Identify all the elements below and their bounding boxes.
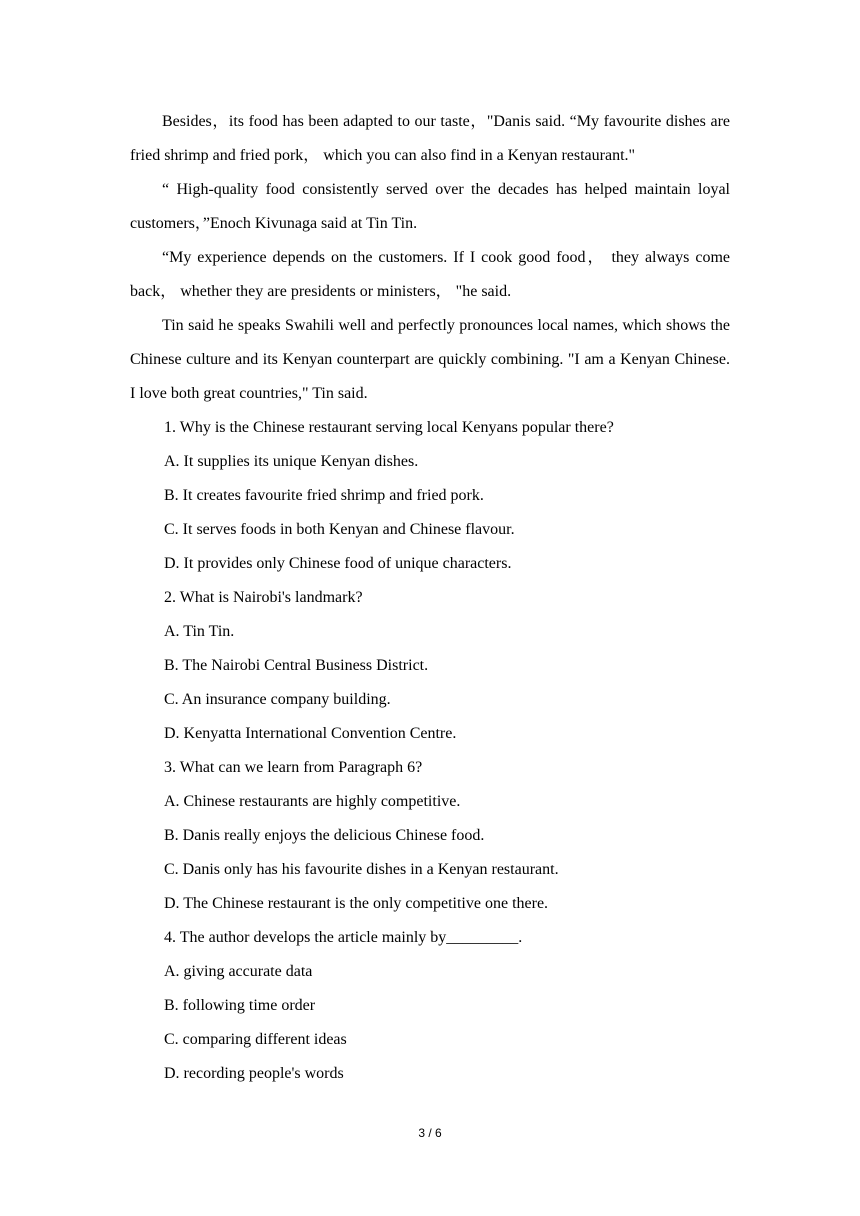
answer-option: C. It serves foods in both Kenyan and Chinese flavour. [164, 521, 515, 538]
answer-option: A. It supplies its unique Kenyan dishes. [164, 453, 419, 470]
question-2 [130, 581, 730, 751]
answer-option: A. Tin Tin. [164, 623, 235, 640]
question-stem: 1. Why is the Chinese restaurant serving local Kenyans popular there? [164, 419, 614, 436]
page-number: 3 / 6 [418, 1126, 442, 1140]
answer-option: B. following time order [164, 997, 316, 1014]
page-content [130, 105, 730, 1091]
paragraph: Tin said he speaks Swahili well and perfectly pronounces local names, which shows the Chinese culture and its Kenyan counterpart are quickly combining. "I am a Kenyan Chinese. I love both great countries," Tin said. [130, 317, 730, 402]
answer-option: A. giving accurate data [164, 963, 313, 980]
answer-option: D. recording people's words [164, 1065, 344, 1082]
question-1 [130, 411, 730, 581]
answer-option: A. Chinese restaurants are highly competitive. [164, 793, 461, 810]
answer-option: B. Danis really enjoys the delicious Chinese food. [164, 827, 485, 844]
question-stem: 2. What is Nairobi's landmark? [164, 589, 363, 606]
answer-option: C. comparing different ideas [164, 1031, 347, 1048]
paragraph: “My experience depends on the customers. If I cook good food， they always come back， whether they are presidents or ministers， "he said. [130, 249, 730, 300]
answer-option: D. Kenyatta International Convention Centre. [164, 725, 457, 742]
question-stem: 3. What can we learn from Paragraph 6? [164, 759, 423, 776]
answer-option: C. Danis only has his favourite dishes in a Kenyan restaurant. [164, 861, 559, 878]
answer-option: D. It provides only Chinese food of unique characters. [164, 555, 512, 572]
paragraph: “ High-quality food consistently served over the decades has helped maintain loyal customers，”Enoch Kivunaga said at Tin Tin. [130, 181, 730, 232]
answer-option: B. The Nairobi Central Business District. [164, 657, 429, 674]
question-4 [130, 921, 730, 1091]
answer-option: B. It creates favourite fried shrimp and fried pork. [164, 487, 484, 504]
question-stem: 4. The author develops the article mainly by_________. [164, 929, 523, 946]
answer-option: C. An insurance company building. [164, 691, 391, 708]
question-3 [130, 751, 730, 921]
answer-option: D. The Chinese restaurant is the only competitive one there. [164, 895, 549, 912]
paragraph: Besides，its food has been adapted to our taste，"Danis said. “My favourite dishes are fried shrimp and fried pork， which you can also find in a Kenyan restaurant." [130, 113, 730, 164]
